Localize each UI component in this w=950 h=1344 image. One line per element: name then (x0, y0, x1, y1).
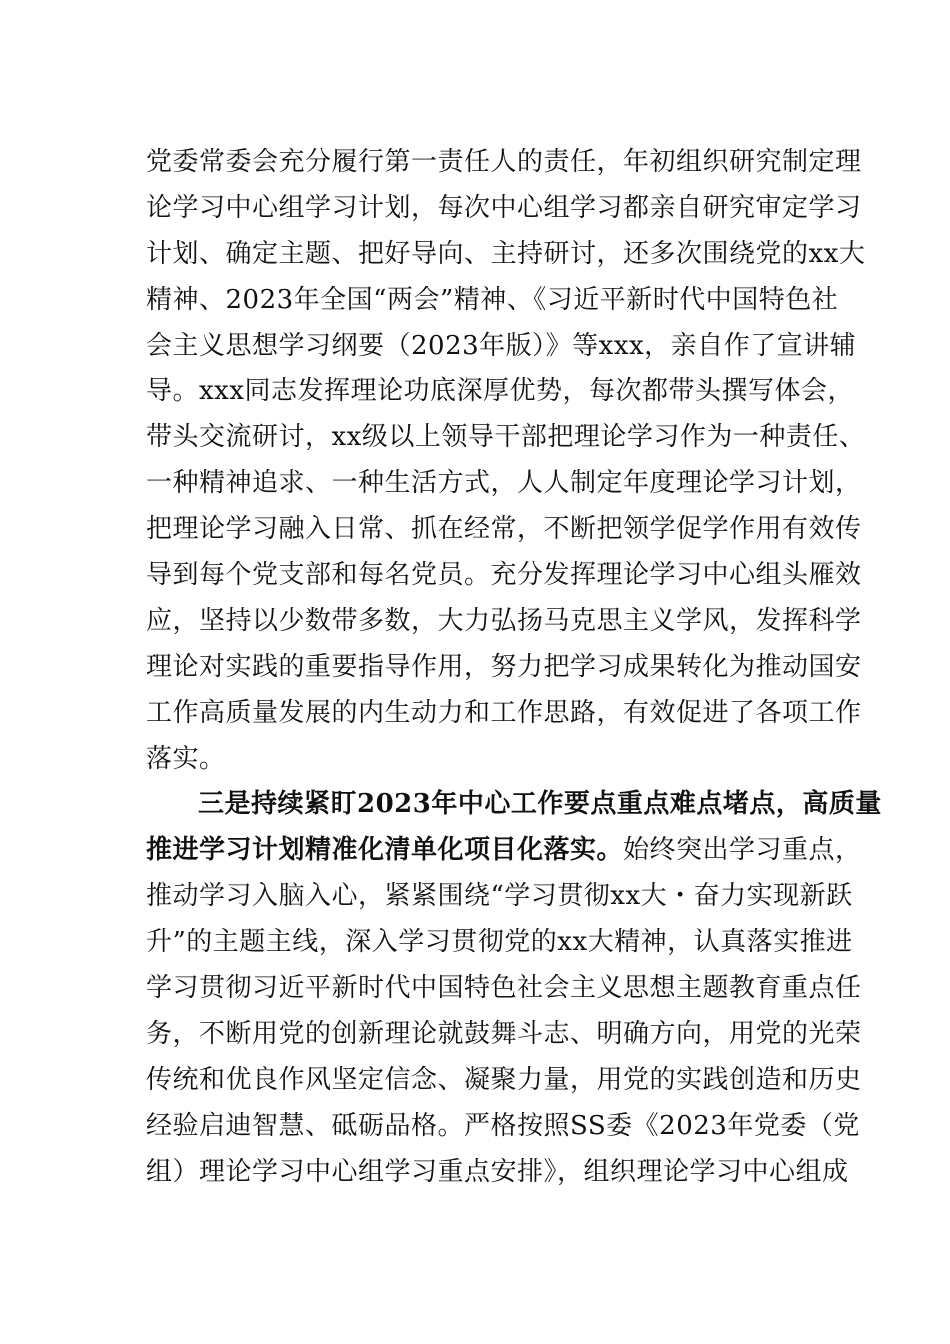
paragraph-line: 推动学习入脑入心，紧紧围绕“学习贯彻xx大・奋力实现新跃 (146, 881, 853, 912)
paragraph-line: 落实。 (146, 743, 226, 774)
paragraph-line: 升”的主题主线，深入学习贯彻党的xx大精神，认真落实推进 (146, 927, 853, 958)
paragraph-line: 应，坚持以少数带多数，大力弘扬马克思主义学风，发挥科学 (146, 605, 862, 636)
section-heading-line (146, 828, 862, 874)
paragraph-line: 把理论学习融入日常、抓在经常，不断把领学促学作用有效传 (146, 514, 862, 545)
paragraph-line: 一种精神追求、一种生活方式，人人制定年度理论学习计划， (146, 468, 862, 499)
paragraph-line: 传统和优良作风坚定信念、凝聚力量，用党的实践创造和历史 (146, 1064, 862, 1095)
paragraph-line: 论学习中心组学习计划，每次中心组学习都亲自研究审定学习 (146, 192, 862, 223)
paragraph-line: 组）理论学习中心组学习重点安排》，组织理论学习中心组成 (146, 1156, 849, 1187)
paragraph-line: 务，不断用党的创新理论就鼓舞斗志、明确方向，用党的光荣 (146, 1018, 862, 1049)
paragraph-line: 计划、确定主题、把好导向、主持研讨，还多次围绕党的xx大 (146, 238, 866, 269)
paragraph-line: 党委常委会充分履行第一责任人的责任，年初组织研究制定理 (146, 147, 862, 177)
paragraph-line: 导。xxx同志发挥理论功底深厚优势，每次都带头撰写体会， (146, 376, 854, 407)
paragraph-text: 始终突出学习重点， (623, 835, 862, 866)
paragraph-line: 理论对实践的重要指导作用，努力把学习成果转化为推动国安 (146, 651, 862, 682)
paragraph-line: 经验启迪智慧、砥砺品格。严格按照SS委《2023年党委（党 (146, 1110, 860, 1141)
paragraph-line: 学习贯彻习近平新时代中国特色社会主义思想主题教育重点任 (146, 973, 862, 1004)
section-heading-line: 三是持续紧盯2023年中心工作要点重点难点堵点，高质量 (198, 789, 882, 820)
paragraph-line: 会主义思想学习纲要（2023年版）》等xxx，亲自作了宣讲辅 (146, 330, 857, 361)
section-heading-text: 推进学习计划精准化清单化项目化落实。 (146, 835, 624, 866)
paragraph-line: 精神、2023年全国“两会”精神、《习近平新时代中国特色社 (146, 284, 839, 315)
paragraph-line: 导到每个党支部和每名党员。充分发挥理论学习中心组头雁效 (146, 560, 862, 591)
paragraph-line: 工作高质量发展的内生动力和工作思路，有效促进了各项工作 (146, 697, 862, 728)
paragraph-line: 带头交流研讨，xx级以上领导干部把理论学习作为一种责任、 (146, 422, 866, 453)
document-body (146, 140, 882, 1195)
